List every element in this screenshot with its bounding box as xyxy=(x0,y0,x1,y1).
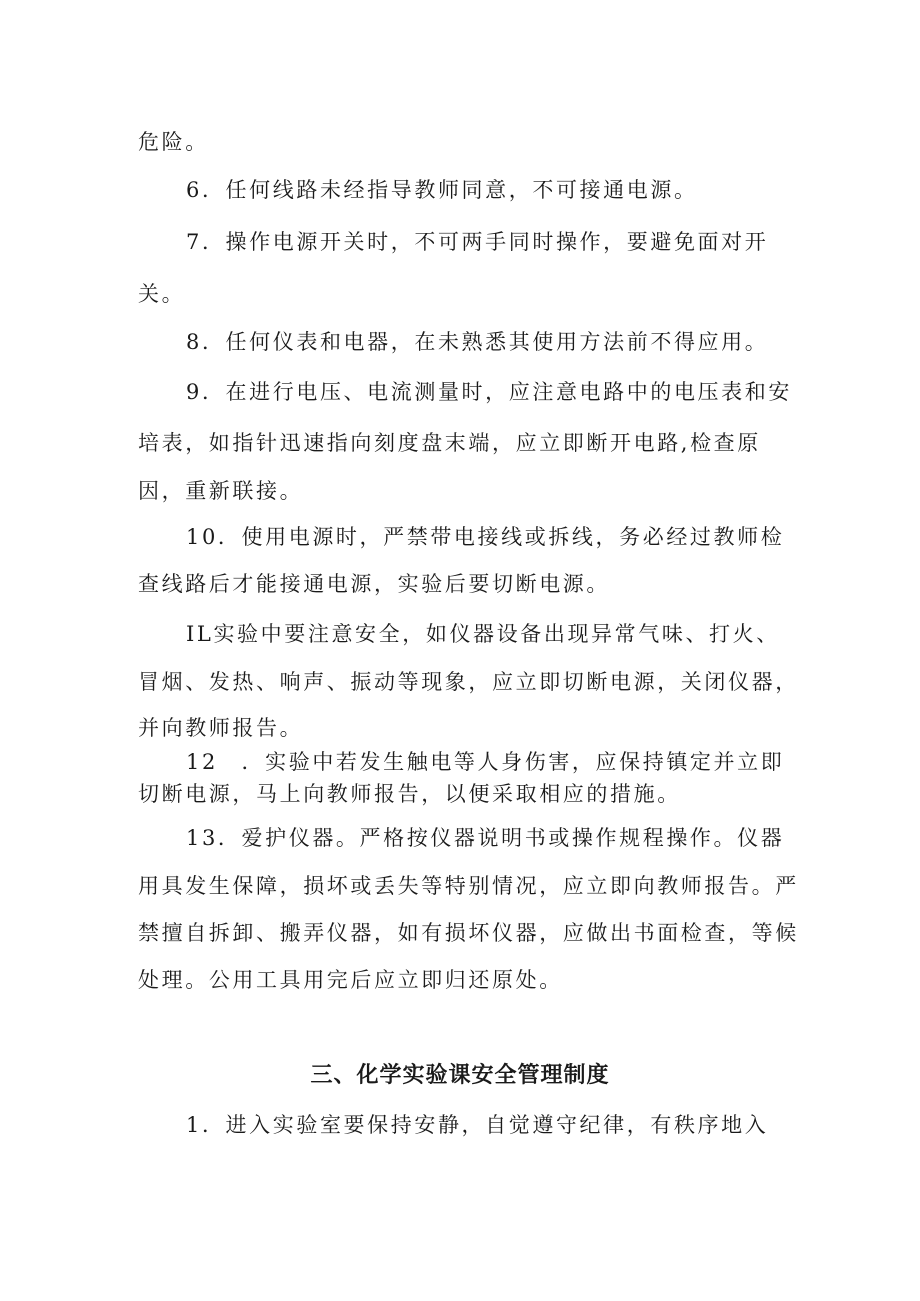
section-heading: 三、化学实验课安全管理制度 xyxy=(310,1063,610,1088)
paragraph-line: 并向教师报告。 xyxy=(138,716,304,740)
paragraph-line: 7．操作电源开关时，不可两手同时操作，要避免面对开 xyxy=(186,230,769,254)
paragraph-line: 冒烟、发热、响声、振动等现象，应立即切断电源，关闭仪器， xyxy=(138,670,799,694)
paragraph-line: 关。 xyxy=(138,282,186,306)
paragraph-line: 1．进入实验室要保持安静，自觉遵守纪律，有秩序地入 xyxy=(186,1113,769,1137)
paragraph-line: 9．在进行电压、电流测量时，应注意电路中的电压表和安 xyxy=(186,380,792,404)
paragraph-line: IL实验中要注意安全，如仪器设备出现异常气味、打火、 xyxy=(186,622,780,646)
paragraph-line: 切断电源，马上向教师报告，以便采取相应的措施。 xyxy=(138,782,681,806)
paragraph-line: 13．爱护仪器。严格按仪器说明书或操作规程操作。仪器 xyxy=(186,826,785,850)
paragraph-line: 10．使用电源时，严禁带电接线或拆线，务必经过教师检 xyxy=(186,525,785,549)
paragraph-line: 8．任何仪表和电器，在未熟悉其使用方法前不得应用。 xyxy=(186,330,769,354)
paragraph-line: 处理。公用工具用完后应立即归还原处。 xyxy=(138,968,563,992)
paragraph-line: 禁擅自拆卸、搬弄仪器，如有损坏仪器，应做出书面检查，等候 xyxy=(138,921,799,945)
paragraph-line: 6．任何线路未经指导教师同意，不可接通电源。 xyxy=(186,178,698,202)
paragraph-line: 危险。 xyxy=(138,130,209,154)
paragraph-line: 因，重新联接。 xyxy=(138,479,304,503)
paragraph-line: 12 ．实验中若发生触电等人身伤害，应保持镇定并立即 xyxy=(186,750,785,774)
paragraph-line: 查线路后才能接通电源，实验后要切断电源。 xyxy=(138,572,610,596)
paragraph-line: 用具发生保障，损坏或丢失等特别情况，应立即向教师报告。严 xyxy=(138,874,799,898)
paragraph-line: 培表，如指针迅速指向刻度盘末端，应立即断开电路,检查原 xyxy=(138,431,761,455)
